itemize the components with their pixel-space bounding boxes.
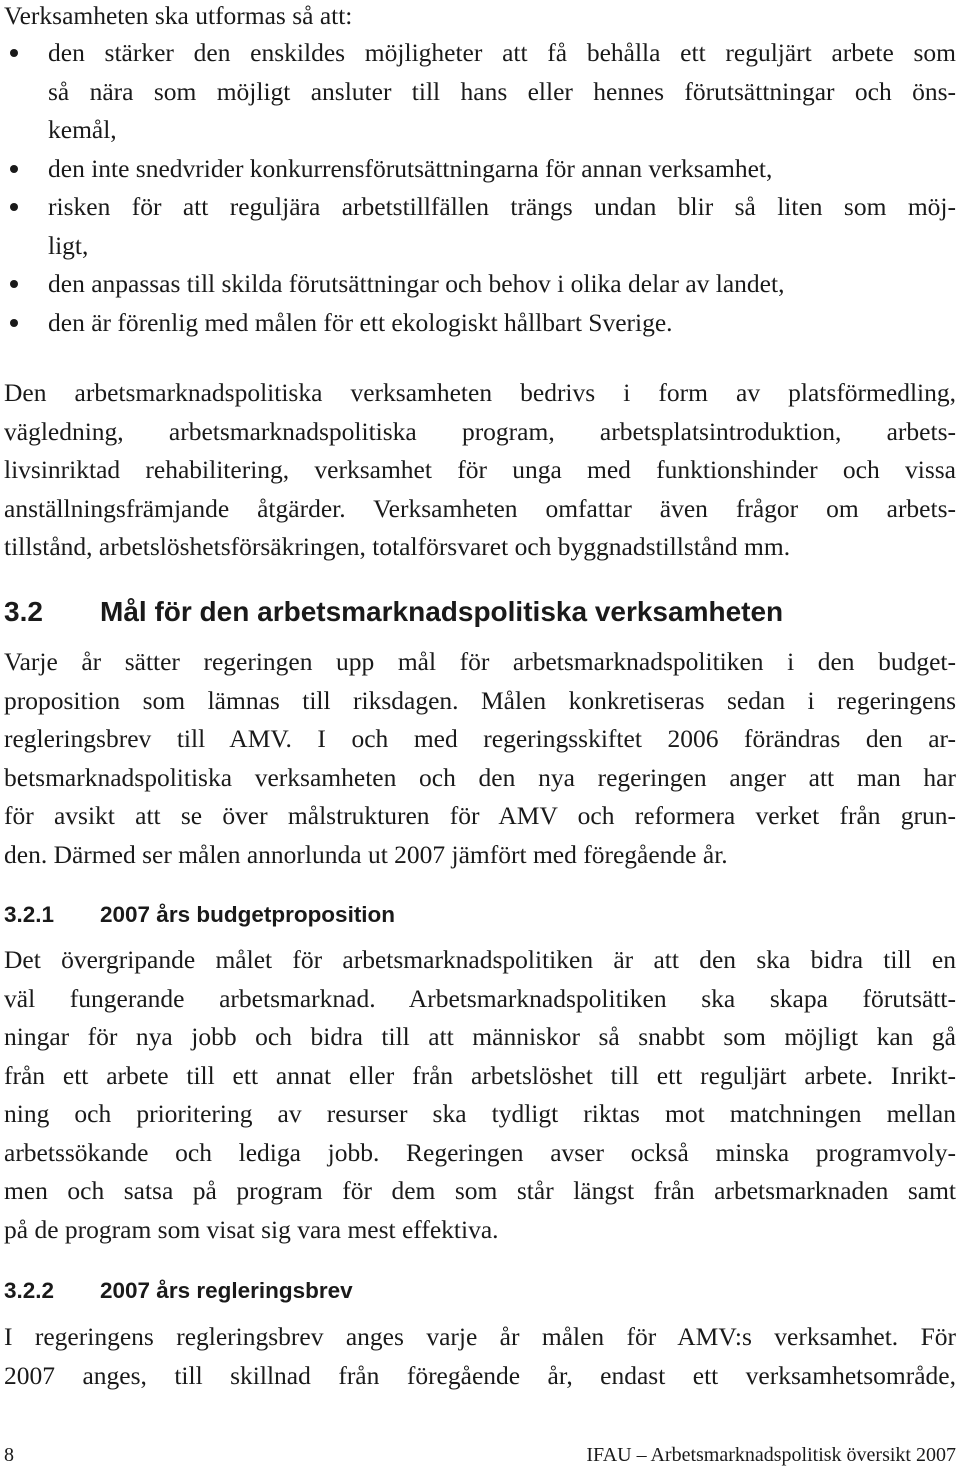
bullet-list xyxy=(0,34,960,342)
bullet-line: den anpassas till skilda förutsättningar och behov i olika delar av landet, xyxy=(48,269,785,298)
bullet-line: risken för att reguljära arbetstillfällen trängs undan blir så liten som möj- xyxy=(48,192,956,221)
section-heading-3-2: 3.2 Mål för den arbetsmarknadspolitiska verksamheten xyxy=(4,596,784,627)
bullet-item xyxy=(0,265,960,304)
bullet-line: ligt, xyxy=(48,230,89,260)
section-heading-3-2-1: 3.2.1 2007 års budgetproposition xyxy=(4,902,396,927)
bullet-item xyxy=(0,304,960,343)
paragraph-budget-proposition: Det övergripande målet för arbetsmarknadspolitiken är att den ska bidra till en väl fungerande arbetsmarknad. Arbetsmarknadspolitiken ska skapa förutsätt- ningar för nya jobb och bidra till att människor så snabbt som möjligt kan gå från ett arbete till ett annat eller från arbetslöshet till ett reguljärt arbete. Inrikt- ning och prioritering av resurser ska tydligt riktas mot matchningen mellan arbetssökande och lediga jobb. Regeringen avser också minska programvoly- men och satsa på program för dem som står längst från arbetsmarknaden samt på de program som visat sig vara mest effektiva. xyxy=(4,945,956,1244)
bullet-line: så nära som möjligt ansluter till hans eller hennes förutsättningar och öns- xyxy=(48,76,956,106)
bullet-item xyxy=(0,188,960,265)
section-heading-3-2-2: 3.2.2 2007 års regleringsbrev xyxy=(4,1278,353,1303)
paragraph-regulation-letter: I regeringens regleringsbrev anges varje år målen för AMV:s verksamhet. För 2007 anges, till skillnad från föregående år, endast ett verksamhetsområde, xyxy=(4,1322,956,1390)
bullet-icon xyxy=(10,203,18,211)
page-number: 8 xyxy=(4,1444,14,1466)
bullet-line: kemål, xyxy=(48,115,117,144)
bullet-icon xyxy=(10,49,18,57)
page-footer xyxy=(4,1440,956,1470)
intro-text: Verksamheten ska utformas så att: xyxy=(4,1,353,30)
bullet-icon xyxy=(10,280,18,288)
bullet-item xyxy=(0,150,960,189)
bullet-line: den är förenlig med målen för ett ekologiskt hållbart Sverige. xyxy=(48,307,673,337)
bullet-item xyxy=(0,34,960,150)
bullet-line: den inte snedvrider konkurrensförutsättningarna för annan verksamhet, xyxy=(48,153,773,183)
footer-title: IFAU – Arbetsmarknadspolitisk översikt 2007 xyxy=(586,1444,956,1466)
bullet-line: den stärker den enskildes möjligheter att få behålla ett reguljärt arbete som xyxy=(48,38,956,67)
bullet-icon xyxy=(10,319,18,327)
bullet-icon xyxy=(10,165,18,173)
paragraph-goals: Varje år sätter regeringen upp mål för arbetsmarknadspolitiken i den budget- proposition som lämnas till riksdagen. Målen konkretiseras sedan i regeringens regleringsbrev till AMV. I och med regeringsskiftet 2006 förändras den ar- betsmarknadspolitiska verksamheten och den nya regeringen anger att man har för avsikt att se över målstrukturen för AMV och reformera verket från grun- den. Därmed ser målen annorlunda ut 2007 jämfört med föregående år. xyxy=(4,647,956,869)
paragraph-activities: Den arbetsmarknadspolitiska verksamheten bedrivs i form av platsförmedling, vägledning, arbetsmarknadspolitiska program, arbetsplatsintroduktion, arbets- livsinriktad rehabilitering, verksamhet för unga med funktionshinder och vissa anställningsfrämjande åtgärder. Verksamheten omfattar även frågor om arbets- tillstånd, arbetslöshetsförsäkringen, totalförsvaret och byggnadstillstånd mm. xyxy=(4,378,956,561)
